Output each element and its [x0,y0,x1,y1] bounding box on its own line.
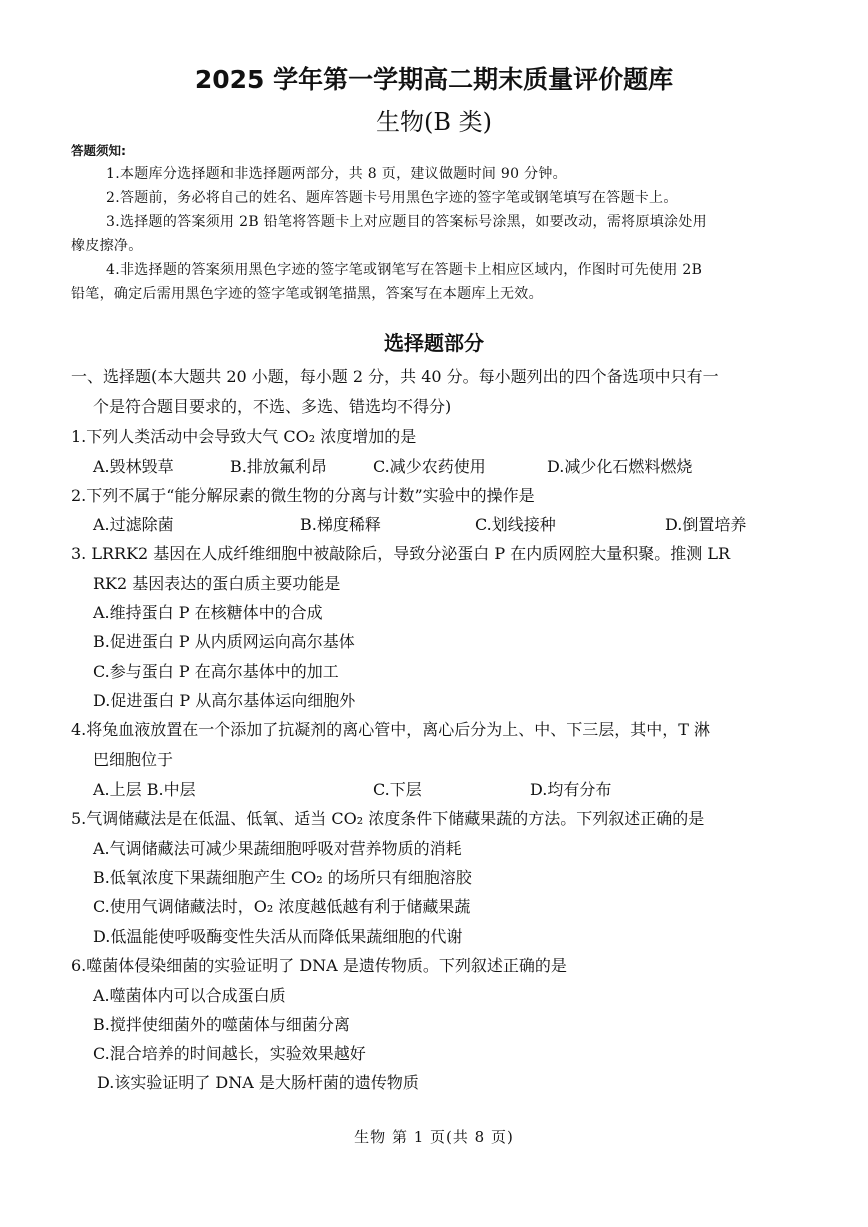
option-c: C.下层 [373,780,422,799]
question-stem-line-2: 巴细胞位于 [93,750,174,769]
option-d: D.低温能使呼吸酶变性失活从而降低果蔬细胞的代谢 [93,927,463,946]
option-c: C.混合培养的时间越长，实验效果越好 [93,1044,366,1063]
option-d: D.均有分布 [530,780,612,799]
question-stem-line-1: 3. LRRK2 基因在人成纤维细胞中被敲除后，导致分泌蛋白 P 在内质网腔大量积聚。推测 LR [71,544,730,563]
option-a: A.气调储藏法可减少果蔬细胞呼吸对营养物质的消耗 [93,839,462,858]
question-stem-line-2: RK2 基因表达的蛋白质主要功能是 [93,574,341,593]
question-stem: 1.下列人类活动中会导致大气 CO₂ 浓度增加的是 [71,427,417,446]
question-stem: 5.气调储藏法是在低温、低氧、适当 CO₂ 浓度条件下储藏果蔬的方法。下列叙述正确的是 [71,809,705,828]
page-title: 2025 学年第一学期高二期末质量评价题库 [194,65,674,94]
option-a: A.过滤除菌 [93,515,174,534]
option-d: D.该实验证明了 DNA 是大肠杆菌的遗传物质 [97,1073,419,1092]
notice-item-4-line-2: 铅笔，确定后需用黑色字迹的签字笔或钢笔描黑，答案写在本题库上无效。 [71,286,543,302]
part-intro-line-2: 个是符合题目要求的，不选、多选、错选均不得分) [93,397,452,416]
option-d: D.促进蛋白 P 从高尔基体运向细胞外 [93,691,356,710]
page-footer: 生物 第 1 页(共 8 页) [354,1128,514,1146]
option-c: C.划线接种 [475,515,556,534]
option-b: B.梯度稀释 [300,515,381,534]
option-c: C.减少农药使用 [373,457,486,476]
option-b: B.低氧浓度下果蔬细胞产生 CO₂ 的场所只有细胞溶胶 [93,868,472,887]
notice-heading: 答题须知: [71,143,126,158]
page-subtitle: 生物(B 类) [376,108,492,136]
option-d: D.倒置培养 [665,515,747,534]
option-b: B.排放氟利昂 [230,457,327,476]
notice-item-1: 1.本题库分选择题和非选择题两部分，共 8 页，建议做题时间 90 分钟。 [106,166,567,182]
option-a: A.维持蛋白 P 在核糖体中的合成 [93,603,323,622]
notice-item-2: 2.答题前，务必将自己的姓名、题库答题卡号用黑色字迹的签字笔或钢笔填写在答题卡上。 [106,190,678,206]
notice-item-3-line-2: 橡皮擦净。 [71,238,143,254]
option-a: A.毁林毁草 [93,457,174,476]
notice-item-4-line-1: 4.非选择题的答案须用黑色字迹的签字笔或钢笔写在答题卡上相应区域内，作图时可先使用 2B [106,262,703,278]
option-d: D.减少化石燃料燃烧 [547,457,693,476]
option-b: B.促进蛋白 P 从内质网运向高尔基体 [93,632,355,651]
question-stem-line-1: 4.将兔血液放置在一个添加了抗凝剂的离心管中，离心后分为上、中、下三层，其中，T 淋 [71,720,711,739]
question-stem: 6.噬菌体侵染细菌的实验证明了 DNA 是遗传物质。下列叙述正确的是 [71,956,567,975]
option-c: C.使用气调储藏法时，O₂ 浓度越低越有利于储藏果蔬 [93,897,471,916]
notice-item-3-line-1: 3.选择题的答案须用 2B 铅笔将答题卡上对应题目的答案标号涂黑，如要改动，需将原填涂处用 [106,214,707,230]
part-intro-line-1: 一、选择题(本大题共 20 小题，每小题 2 分，共 40 分。每小题列出的四个备选项中只有一 [71,367,719,386]
option-c: C.参与蛋白 P 在高尔基体中的加工 [93,662,339,681]
option-a: A.噬菌体内可以合成蛋白质 [93,986,286,1005]
option-a-b: A.上层 B.中层 [93,780,196,799]
section-title: 选择题部分 [384,331,484,355]
option-b: B.搅拌使细菌外的噬菌体与细菌分离 [93,1015,350,1034]
question-stem: 2.下列不属于“能分解尿素的微生物的分离与计数”实验中的操作是 [71,486,535,505]
